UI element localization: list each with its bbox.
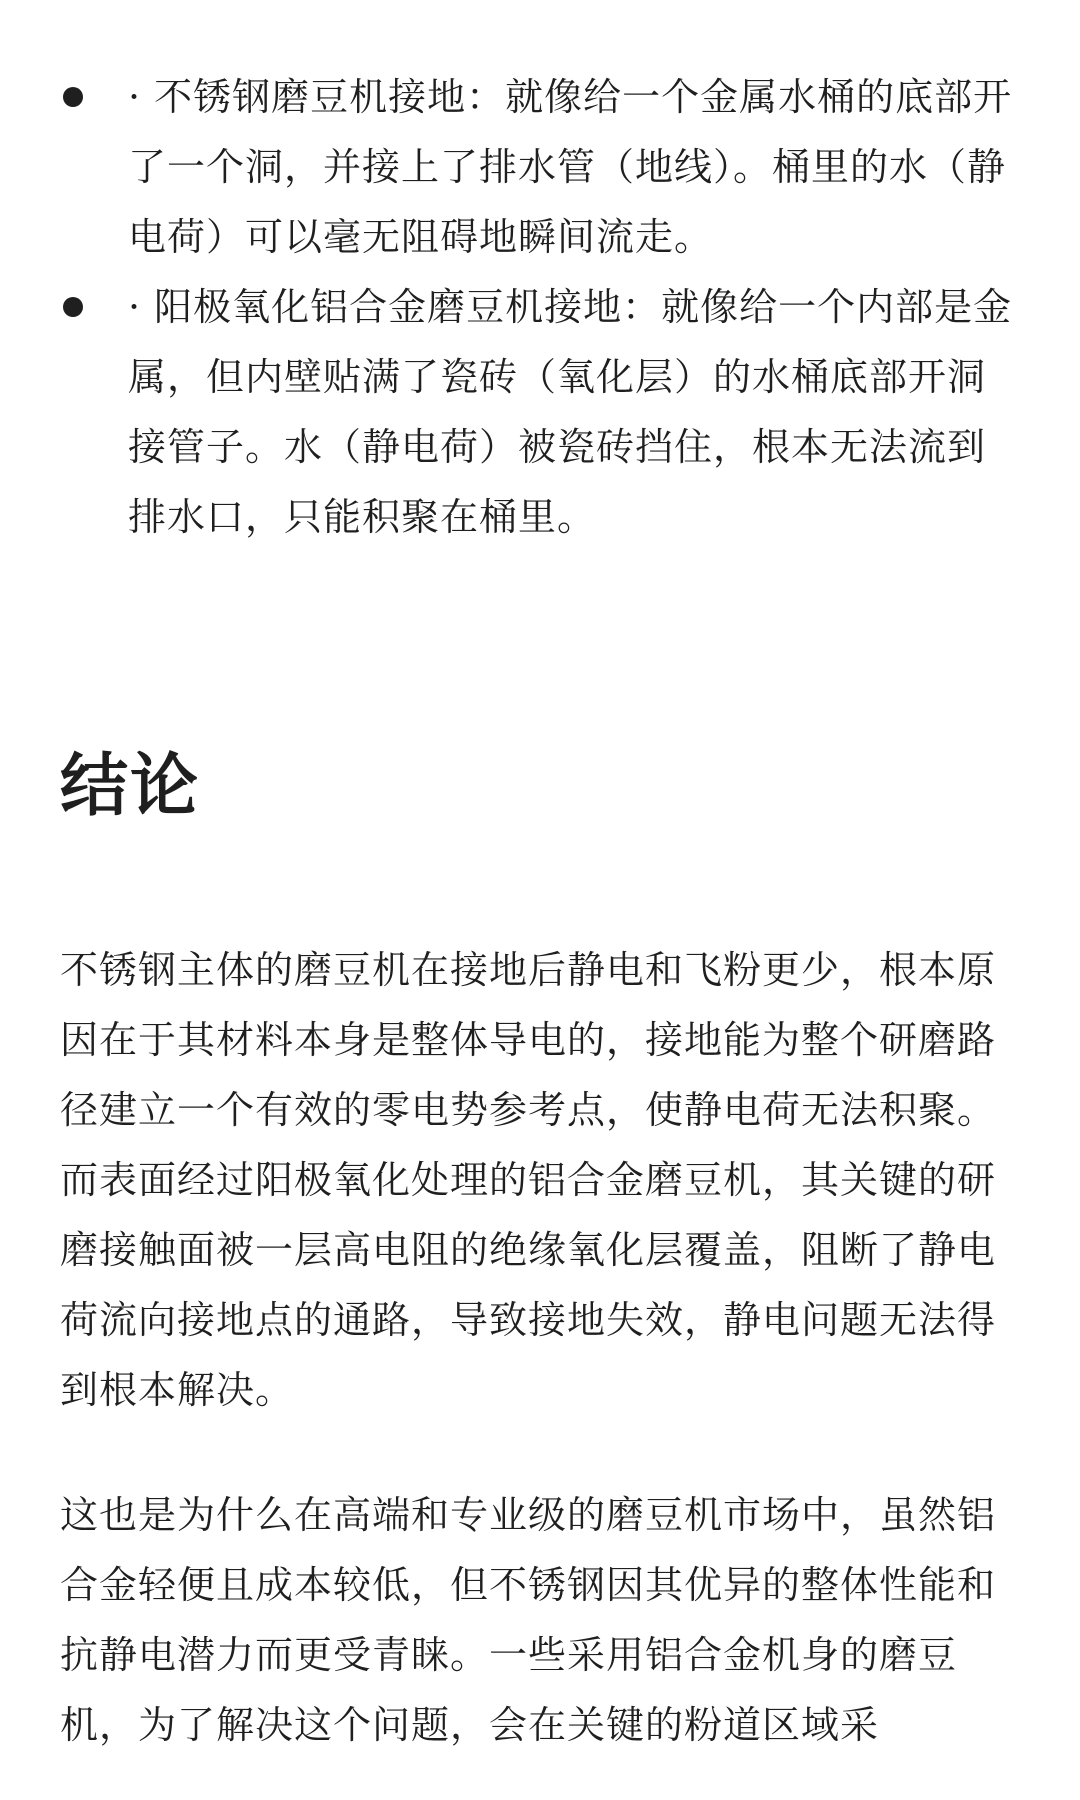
list-item	[60, 272, 1020, 552]
comparison-bullet-list	[60, 62, 1020, 552]
conclusion-paragraph: 不锈钢主体的磨豆机在接地后静电和飞粉更少，根本原因在于其材料本身是整体导电的，接地能为整个研磨路径建立一个有效的零电势参考点，使静电荷无法积聚。而表面经过阳极氧化处理的铝合金磨豆机，其关键的研磨接触面被一层高电阻的绝缘氧化层覆盖，阻断了静电荷流向接地点的通路，导致接地失效，静电问题无法得到根本解决。	[60, 948, 997, 1412]
bullet-text-anodized-aluminum: · 阳极氧化铝合金磨豆机接地：就像给一个内部是金属，但内壁贴满了瓷砖（氧化层）的水桶底部开洞接管子。水（静电荷）被瓷砖挡住，根本无法流到排水口，只能积聚在桶里。	[128, 285, 1013, 539]
bullet-text-stainless-steel: · 不锈钢磨豆机接地：就像给一个金属水桶的底部开了一个洞，并接上了排水管（地线）。桶里的水（静电荷）可以毫无阻碍地瞬间流走。	[128, 75, 1013, 259]
market-paragraph: 这也是为什么在高端和专业级的磨豆机市场中，虽然铝合金轻便且成本较低，但不锈钢因其优异的整体性能和抗静电潜力而更受青睐。一些采用铝合金机身的磨豆机，为了解决这个问题，会在关键的粉道区域采	[60, 1493, 997, 1747]
list-item	[60, 62, 1020, 272]
bullet-dot-icon	[63, 297, 83, 317]
section-heading-conclusion: 结论	[60, 747, 201, 826]
bullet-dot-icon	[63, 87, 83, 107]
